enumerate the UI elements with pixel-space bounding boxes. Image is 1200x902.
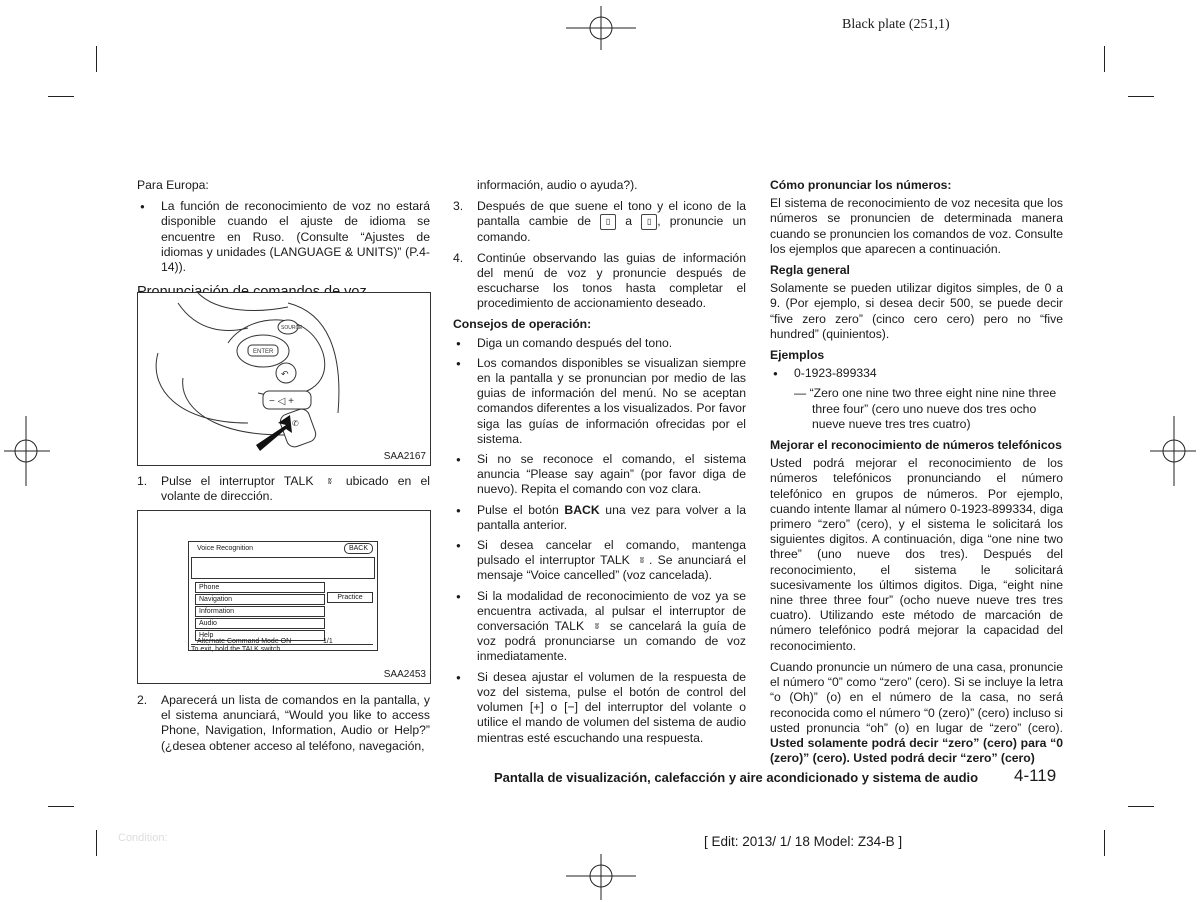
talk-switch-icon: ʬ bbox=[595, 621, 599, 631]
paragraph: Solamente se pueden utilizar digitos simples, de 0 a 9. (Por ejemplo, si desea decir 500, se puede decir “five zero zero” (cinco cero cero) pero no “five hundred” (quinientos). bbox=[770, 281, 1063, 341]
voice-recognition-figure bbox=[137, 510, 431, 684]
screen-title: Voice Recognition bbox=[197, 545, 254, 552]
page-number: 4-119 bbox=[1014, 766, 1057, 785]
list-item: 3. Después de que suene el tono y el icono de la pantalla cambie de ▯ a ▯ , pronuncie un comando. bbox=[453, 199, 746, 245]
list-item: ● Si desea cancelar el comando, mantenga pulsado el interruptor TALK ʬ . Se anunciará el mensaje “Voice cancelled” (voz cancelada). bbox=[453, 538, 746, 584]
practice-button[interactable]: Practice bbox=[327, 592, 373, 603]
list-item: ● 0-1923-899334 bbox=[770, 366, 1063, 381]
svg-text:↶: ↶ bbox=[281, 369, 289, 379]
crop-mark bbox=[96, 46, 97, 72]
subheading: Consejos de operación: bbox=[453, 317, 592, 332]
registration-mark-bottom bbox=[566, 854, 636, 900]
alternate-mode-text: Alternate Command Mode ON bbox=[197, 638, 292, 645]
middle-column bbox=[453, 178, 746, 751]
list-item: ● Los comandos disponibles se visualizan siempre en la pantalla y se pronuncian por medio de las guias de información del menú. No se aceptan comandos diferentes a los visualizados. Por favor siga las guías de información ofrecidas por el sistema. bbox=[453, 356, 746, 447]
crop-mark bbox=[48, 96, 74, 97]
figure-label: SAA2167 bbox=[383, 451, 426, 462]
exit-hint: To exit, hold the TALK switch bbox=[191, 644, 373, 654]
list-item: 1. Pulse el interruptor TALK ʬ ubicado en el volante de dirección. bbox=[137, 474, 430, 504]
paragraph: El sistema de reconocimiento de voz necesita que los números se pronuncien de determinada manera cuando se pronuncien los comandos de voz. Consulte los ejemplos que aparecen a continuación. bbox=[770, 196, 1063, 256]
menu-item-navigation[interactable]: Navigation bbox=[195, 594, 325, 605]
left-column bbox=[137, 178, 430, 300]
steering-wheel-illustration bbox=[138, 293, 430, 465]
list-item: ● Pulse el botón BACK una vez para volver a la pantalla anterior. bbox=[453, 503, 746, 533]
listening-icon: ▯ bbox=[641, 214, 657, 230]
registration-mark-right bbox=[1150, 416, 1196, 486]
list-item: 4. Continúe observando las guias de información del menú de voz y pronuncie después de escucharse los tonos hasta completar el procedimiento de accionamiento deseado. bbox=[453, 250, 746, 311]
back-button[interactable]: BACK bbox=[344, 543, 373, 554]
crop-mark bbox=[1104, 830, 1105, 856]
volume-switch: − ◁ + bbox=[269, 396, 294, 407]
page-indicator: 1/1 bbox=[323, 638, 333, 645]
list-item: 2. Aparecerá un lista de comandos en la pantalla, y el sistema anunciará, “Would you like to access Phone, Navigation, Information, Audio or Help?” (¿desea obtener acceso al teléfono, navegación, bbox=[137, 693, 430, 753]
step-1 bbox=[137, 474, 430, 509]
paragraph: Cuando pronuncie un número de una casa, pronuncie el número “0” como “zero” (cero). Si se incluye la letra “o (Oh)” (o) en el número de la casa, no será reconocida como el número “0 (zero)” (cero) incluso si usted pronuncia “oh” (o) en lugar de “zero” (cero). Usted solamente podrá decir “zero” (cero) para “0 (zero)” (cero). Usted podrá decir “zero” (cero) bbox=[770, 659, 1063, 766]
menu-item-help[interactable]: Help bbox=[195, 630, 325, 641]
crop-mark bbox=[1128, 806, 1154, 807]
section-footer: Pantalla de visualización, calefacción y aire acondicionado y sistema de audio bbox=[494, 770, 979, 785]
edit-info: [ Edit: 2013/ 1/ 18 Model: Z34-B ] bbox=[704, 834, 903, 849]
intro-text: Para Europa: bbox=[137, 178, 209, 192]
input-area bbox=[191, 557, 375, 579]
subheading: Mejorar el reconocimiento de números telefónicos bbox=[770, 438, 1062, 453]
subheading: Ejemplos bbox=[770, 348, 825, 363]
registration-mark-top bbox=[566, 6, 636, 50]
plate-label: Black plate (251,1) bbox=[842, 17, 950, 32]
subheading: Regla general bbox=[770, 263, 850, 278]
example-sub-item: — “Zero one nine two three eight nine nine three three four” (cero uno nueve dos tres ocho nueve nueve tres tres cuatro) bbox=[794, 386, 1057, 431]
figure-label: SAA2453 bbox=[383, 669, 426, 680]
paragraph: Usted podrá mejorar el reconocimiento de los números telefónicos pronunciando el número telefónico en grupos de números. Por ejemplo, cuando intente llamar al número 0-1923-899334, diga primero “zero” (cero), y el sistema le solicitará los siguientes digitos. A continuación, diga “one nine two three” (uno nueve dos tres). Después del reconocimiento, el sistema le solicitará sucesivamente los últimos digitos. Diga, “eight nine nine three three four” (ocho nueve nueve tres tres cuatro). Utilizando este método de marcación de número telefónico podrá mejorar la capacidad del reconocimiento. bbox=[770, 456, 1063, 653]
list-item: ● La función de reconocimiento de voz no estará disponible cuando el ajuste de idioma se encuentre en Ruso. (Consulte “Ajustes de idiomas y unidades (LANGUAGE & UNITS)” (P.4-14)). bbox=[137, 199, 430, 275]
speaker-icon: ▯ bbox=[600, 214, 616, 230]
condition-label: Condition: bbox=[118, 832, 168, 844]
list-item: ● Diga un comando después del tono. bbox=[453, 336, 746, 351]
list-item: ● Si la modalidad de reconocimiento de voz ya se encuentra activada, al pulsar el interruptor de conversación TALK ʬ se cancelará la guía de voz podrá pronunciarse un comando de voz inmediatamente. bbox=[453, 589, 746, 665]
crop-mark bbox=[1128, 96, 1154, 97]
subheading: Cómo pronunciar los números: bbox=[770, 178, 952, 192]
right-column bbox=[770, 178, 1063, 772]
svg-text:✆: ✆ bbox=[292, 419, 299, 428]
talk-switch-icon: ʬ bbox=[640, 556, 644, 566]
menu-item-audio[interactable]: Audio bbox=[195, 618, 325, 629]
steering-switch-figure bbox=[137, 292, 431, 466]
source-button: SOURCE bbox=[281, 325, 303, 331]
continued-text: información, audio o ayuda?). bbox=[477, 178, 638, 192]
talk-switch-icon: ʬ bbox=[327, 476, 332, 486]
enter-button: ENTER bbox=[253, 349, 274, 355]
step-2 bbox=[137, 693, 430, 759]
list-item: ● Si no se reconoce el comando, el sistema anuncia “Please say again” (por favor diga de nuevo). Repita el comando con voz clara. bbox=[453, 452, 746, 498]
voice-recognition-screen bbox=[188, 541, 378, 651]
crop-mark bbox=[48, 806, 74, 807]
menu-item-phone[interactable]: Phone bbox=[195, 582, 325, 593]
list-item: ● Si desea ajustar el volumen de la respuesta de voz del sistema, pulse el botón de control del volumen [+] o [−] del interruptor del volante o utilice el mando de volumen del sistema de audio mientras esté escuchando una respuesta. bbox=[453, 670, 746, 746]
registration-mark-left bbox=[4, 416, 50, 486]
crop-mark bbox=[1104, 46, 1105, 72]
menu-item-information[interactable]: Information bbox=[195, 606, 325, 617]
crop-mark bbox=[96, 830, 97, 856]
